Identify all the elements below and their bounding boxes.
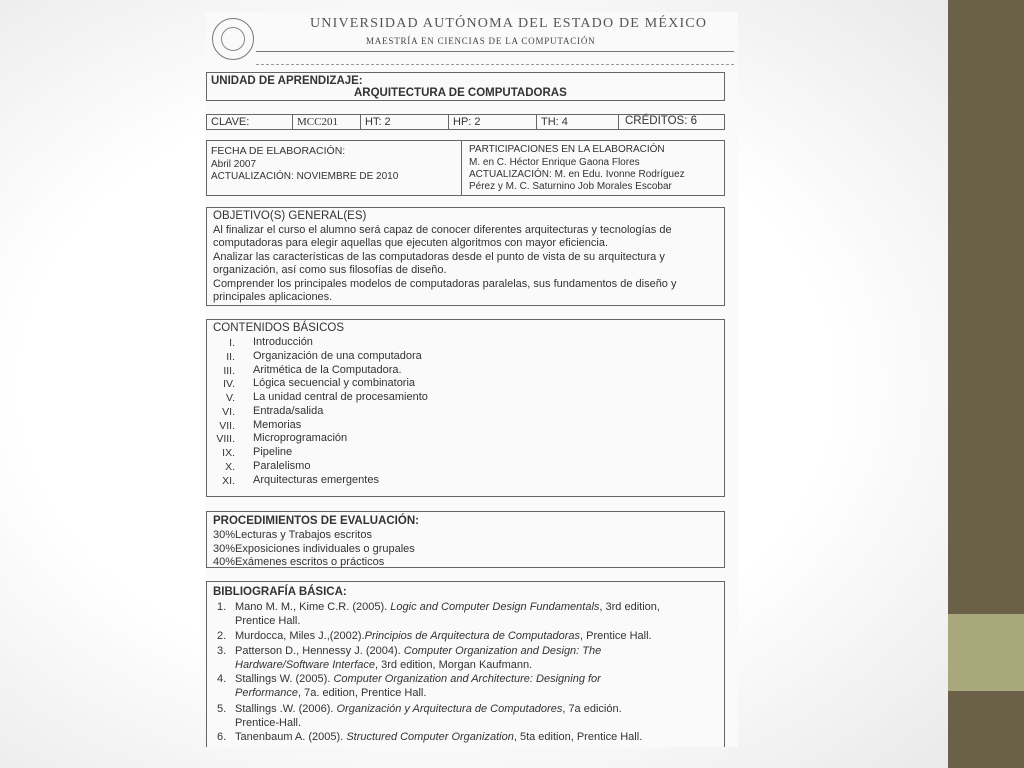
fecha-label: FECHA DE ELABORACIÓN: [211,145,346,157]
bibliografia-label: BIBLIOGRAFÍA BÁSICA: [213,586,347,598]
objetivo-section [206,207,725,306]
objetivo-line: computadoras para elegir aquellas que ejecuten algoritmos con mayor eficiencia. [213,237,609,249]
clave-code: MCC201 [297,116,338,128]
contenidos-label: CONTENIDOS BÁSICOS [213,322,344,334]
th-value: TH: 4 [541,116,568,128]
header-divider [256,51,734,52]
objetivo-line: Al finalizar el curso el alumno será capaz de conocer diferentes arquitecturas y tecnologías de [213,224,672,236]
evaluacion-section [206,511,725,568]
fecha-date: Abril 2007 [211,159,257,170]
clave-row [206,114,725,130]
unidad-value: ARQUITECTURA DE COMPUTADORAS [354,87,567,99]
evaluacion-line: 40%Exámenes escritos o prácticos [213,556,385,568]
participaciones-label: PARTICIPACIONES EN LA ELABORACIÓN [469,144,665,155]
fecha-section [206,140,725,196]
ht-value: HT: 2 [365,116,391,128]
clave-label: CLAVE: [211,116,250,128]
list-item: 5. Stallings .W. (2006). Organización y Arquitectura de Computadores, 7a edición. Prentice-Hall. [217,703,622,729]
evaluacion-label: PROCEDIMIENTOS DE EVALUACIÓN: [213,515,419,527]
program-name: MAESTRÍA EN CIENCIAS DE LA COMPUTACIÓN [366,36,596,46]
creditos-value: CRÉDITOS: 6 [625,115,697,127]
scanned-document [206,12,738,747]
unidad-section [206,72,725,101]
bibliografia-section [206,581,725,747]
header-divider-dashed [256,64,734,65]
list-item: 4. Stallings W. (2005). Computer Organization and Architecture: Designing for Performance, 7a. edition, Prentice Hall. [217,673,601,699]
objetivo-line: Analizar las características de las computadoras desde el punto de vista de su arquitectura y [213,251,665,263]
fecha-update: ACTUALIZACIÓN: NOVIEMBRE DE 2010 [211,171,399,182]
unidad-label: UNIDAD DE APRENDIZAJE: [211,75,363,87]
objetivo-line: Comprender los principales modelos de computadoras paralelas, sus fundamentos de diseño y [213,278,677,290]
objetivo-label: OBJETIVO(S) GENERAL(ES) [213,210,367,222]
participaciones-line1: M. en C. Héctor Enrique Gaona Flores [469,157,640,168]
participaciones-line2: ACTUALIZACIÓN: M. en Edu. Ivonne Rodríguez [469,169,685,180]
objetivo-line: organización, así como sus filosofías de diseño. [213,264,447,276]
evaluacion-line: 30%Exposiciones individuales o grupales [213,543,415,555]
hp-value: HP: 2 [453,116,481,128]
participaciones-line3: Pérez y M. C. Saturnino Job Morales Escobar [469,181,672,192]
contenidos-section: CONTENIDOS BÁSICOS I. Introducción II. Organización de una computadora III. Aritmética de la Computadora. IV. Lógica secuencial y combinatoria V. La unidad central de procesamiento VI. Entrada/salida VII. Memorias VIII. Microprogramación IX. Pipeline X. Paralelismo XI. Arquitecturas emergentes [206,319,725,497]
list-item: 3. Patterson D., Hennessy J. (2004). Computer Organization and Design: The Hardware/Software Interface, 3rd edition, Morgan Kaufmann. [217,645,602,671]
evaluacion-line: 30%Lecturas y Trabajos escritos [213,529,372,541]
slide-sidebar-accent [948,614,1024,691]
objetivo-line: principales aplicaciones. [213,291,333,303]
list-item: 1. Mano M. M., Kime C.R. (2005). Logic and Computer Design Fundamentals, 3rd edition, Prentice Hall. [217,601,660,627]
university-seal-icon [212,18,254,60]
list-item: 2. Murdocca, Miles J.,(2002).Principios de Arquitectura de Computadoras, Prentice Hall. [217,630,652,642]
university-name: UNIVERSIDAD AUTÓNOMA DEL ESTADO DE MÉXICO [310,16,708,31]
list-item: 6. Tanenbaum A. (2005). Structured Computer Organization, 5ta edition, Prentice Hall. [217,731,643,743]
